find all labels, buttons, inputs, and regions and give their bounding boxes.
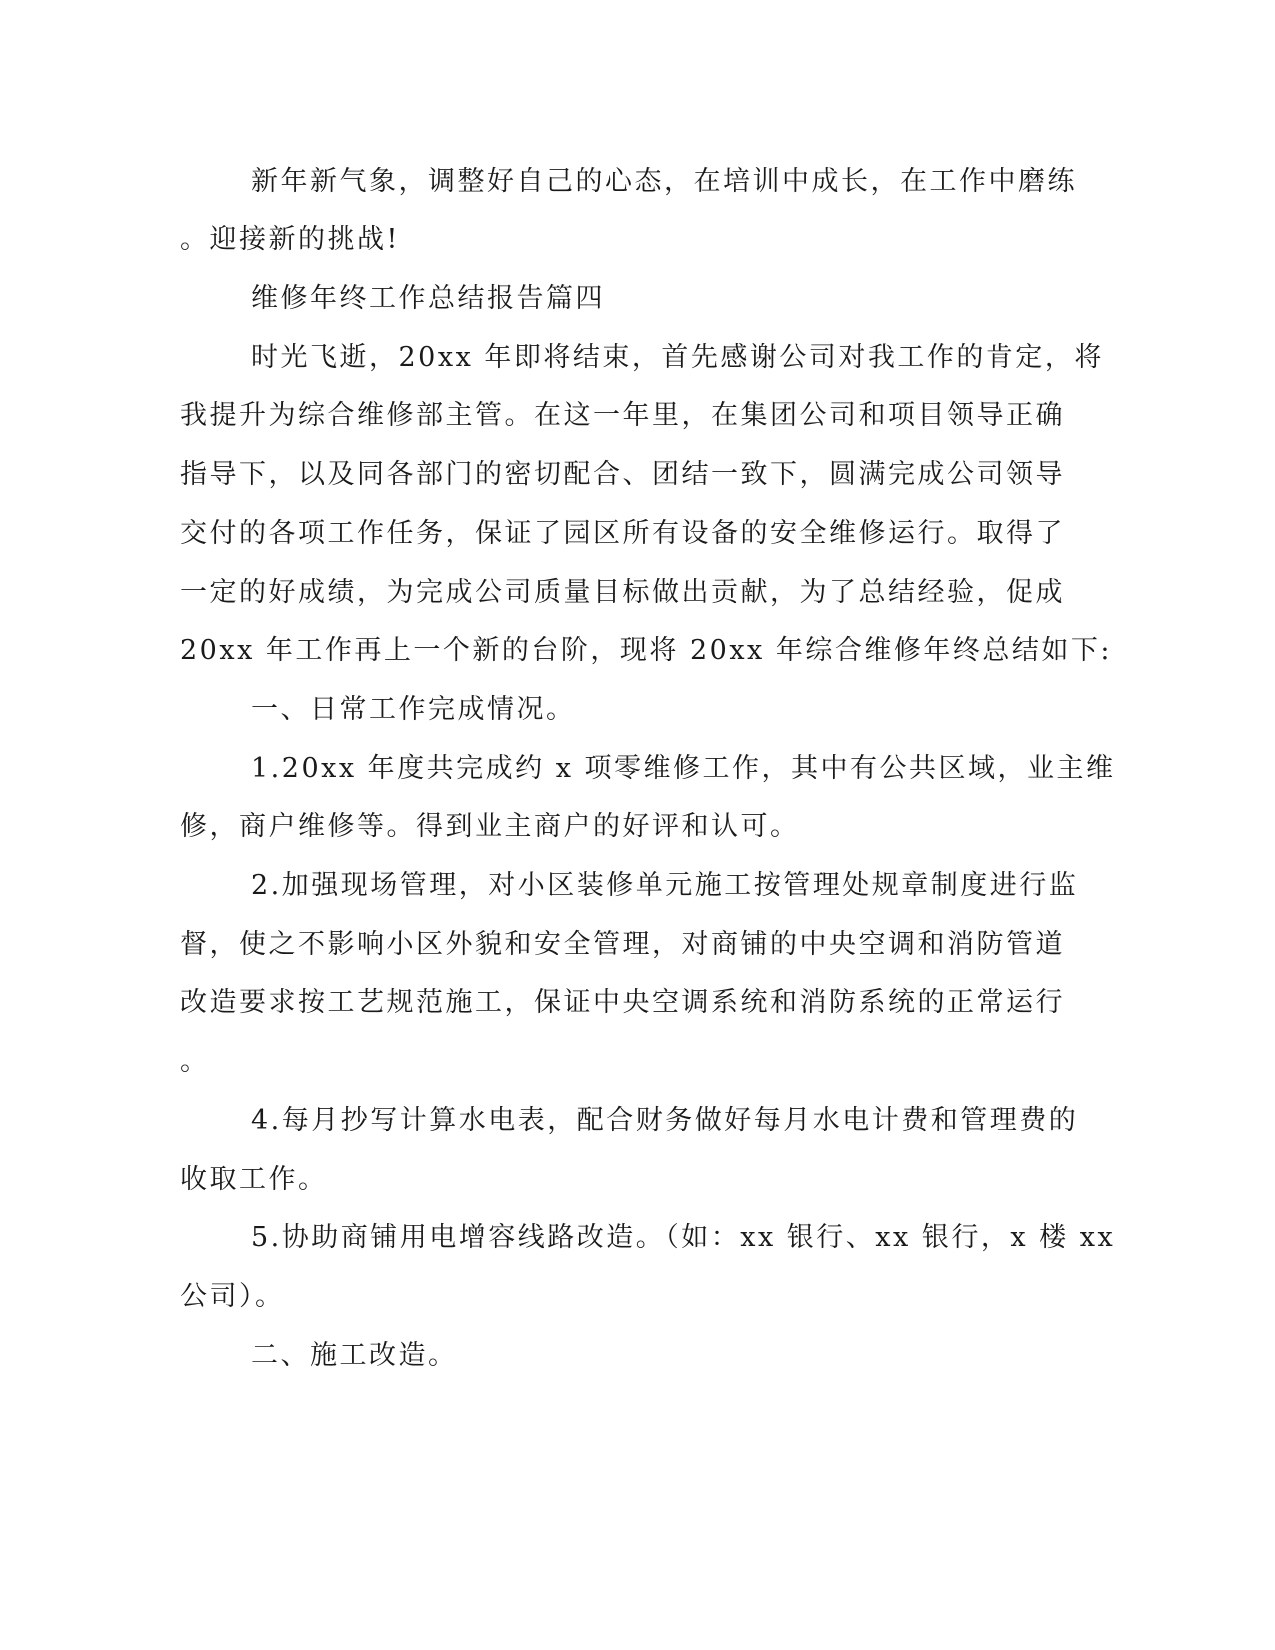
text-line: 20xx 年工作再上一个新的台阶，现将 20xx 年综合维修年终总结如下: xyxy=(180,635,1112,666)
section-heading: 维修年终工作总结报告篇四 xyxy=(251,283,605,314)
text-line: 改造要求按工艺规范施工，保证中央空调系统和消防系统的正常运行 xyxy=(180,987,1065,1018)
text-line: 交付的各项工作任务，保证了园区所有设备的安全维修运行。取得了 xyxy=(180,518,1065,549)
text-line: 时光飞逝，20xx 年即将结束，首先感谢公司对我工作的肯定，将 xyxy=(251,342,1104,373)
text-line: 1.20xx 年度共完成约 x 项零维修工作，其中有公共区域，业主维 xyxy=(251,753,1116,784)
text-line: 一定的好成绩，为完成公司质量目标做出贡献，为了总结经验，促成 xyxy=(180,577,1065,608)
text-line: 2.加强现场管理，对小区装修单元施工按管理处规章制度进行监 xyxy=(251,870,1079,901)
section-heading: 二、施工改造。 xyxy=(251,1340,458,1371)
text-line: 。迎接新的挑战! xyxy=(180,224,400,255)
section-heading: 一、日常工作完成情况。 xyxy=(251,694,576,725)
text-line: 督，使之不影响小区外貌和安全管理，对商铺的中央空调和消防管道 xyxy=(180,929,1065,960)
text-line: 我提升为综合维修部主管。在这一年里，在集团公司和项目领导正确 xyxy=(180,400,1065,431)
text-line: 。 xyxy=(180,1046,210,1077)
text-line: 5.协助商铺用电增容线路改造。（如：xx 银行、xx 银行，x 楼 xx xyxy=(251,1222,1116,1253)
text-line: 新年新气象，调整好自己的心态，在培训中成长，在工作中磨练 xyxy=(251,166,1077,197)
text-line: 公司）。 xyxy=(180,1281,285,1312)
text-line: 修，商户维修等。得到业主商户的好评和认可。 xyxy=(180,811,800,842)
text-line: 4.每月抄写计算水电表，配合财务做好每月水电计费和管理费的 xyxy=(251,1105,1079,1136)
text-line: 收取工作。 xyxy=(180,1164,328,1195)
text-line: 指导下，以及同各部门的密切配合、团结一致下，圆满完成公司领导 xyxy=(180,459,1065,490)
